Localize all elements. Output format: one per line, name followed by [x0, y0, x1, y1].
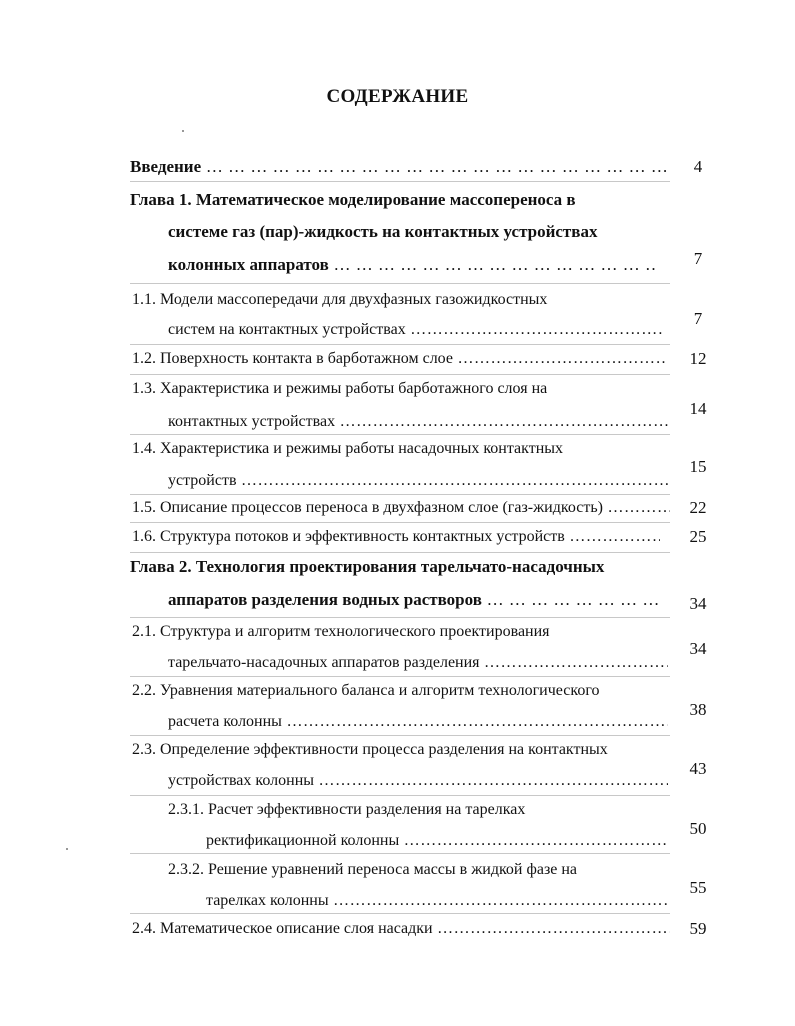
toc-entry-text: контактных устройствах ……………………………………………………………………………………………………………………………………………………………………………	[168, 410, 668, 434]
toc-page-number: 55	[689, 878, 707, 897]
toc-entry-text: Глава 1. Математическое моделирование массопереноса в	[130, 190, 576, 209]
row-separator	[130, 283, 670, 284]
row-separator	[130, 494, 670, 495]
row-separator	[130, 795, 670, 796]
toc-entry-text: устройств ……………………………………………………………………………………………………………………………………………………………………………	[168, 469, 668, 493]
toc-page-number: 34	[689, 639, 707, 658]
row-separator	[130, 913, 670, 914]
toc-entry-text: 1.2. Поверхность контакта в барботажном слое ……………………………………………………………………………………………………………………………………………………………………………	[132, 347, 666, 371]
page-title: СОДЕРЖАНИЕ	[326, 86, 469, 107]
toc-page-number: 25	[689, 527, 707, 546]
row-separator	[130, 853, 670, 854]
toc-entry-text: 2.4. Математическое описание слоя насадки ……………………………………………………………………………………………………………………………………………………………………………	[132, 917, 670, 941]
toc-entry-text: 1.5. Описание процессов переноса в двухфазном слое (газ-жидкость) ……………………………………………………………………………………………………………………………………………………………………………	[132, 496, 670, 520]
toc-entry-text: 1.4. Характеристика и режимы работы насадочных контактных	[132, 440, 564, 457]
row-separator	[130, 735, 670, 736]
toc-entry-text: аппаратов разделения водных растворов … … … … … … … … … … … … … … … … … … … … … … … … … … … … … … … … … … … … … … … … … … … … … … …	[168, 588, 660, 612]
toc-entry-text: 1.6. Структура потоков и эффективность контактных устройств ……………………………………………………………………………………………………………………………………………………………………………	[132, 525, 660, 549]
toc-page-number: 34	[689, 594, 707, 613]
toc-page-number: 59	[689, 919, 707, 938]
toc-entry-text: Введение … … … … … … … … … … … … … … … … … … … … … … … … … … … … … … … … … … … … … … … … … … … … … … …	[130, 155, 668, 179]
toc-entry-text: 1.3. Характеристика и режимы работы барботажного слоя на	[132, 380, 548, 397]
row-separator	[130, 434, 670, 435]
row-separator	[130, 374, 670, 375]
toc-entry-text: систем на контактных устройствах ……………………………………………………………………………………………………………………………………………………………………………	[168, 318, 664, 342]
toc-entry-text: 2.3.2. Решение уравнений переноса массы в жидкой фазе на	[168, 861, 578, 878]
toc-entry-text: Глава 2. Технология проектирования тарельчато-насадочных	[130, 557, 605, 576]
toc-entry-text: тарельчато-насадочных аппаратов разделения ……………………………………………………………………………………………………………………………………………………………………………	[168, 651, 668, 675]
toc-entry-text: колонных аппаратов … … … … … … … … … … … … … … … … … … … … … … … … … … … … … … … … … … … … … … … … … … … … … … …	[168, 253, 658, 277]
toc-entry-text: 2.3.1. Расчет эффективности разделения на тарелках	[168, 801, 526, 818]
toc-page-number: 14	[689, 399, 707, 418]
toc-entry-text: 2.2. Уравнения материального баланса и алгоритм технологического	[132, 682, 600, 699]
toc-page-number: 43	[689, 759, 707, 778]
toc-entry-text: системе газ (пар)-жидкость на контактных устройствах	[168, 222, 598, 241]
toc-entry-text: 2.3. Определение эффективности процесса разделения на контактных	[132, 741, 608, 758]
row-separator	[130, 522, 670, 523]
toc-page-number: 50	[689, 819, 707, 838]
toc-page-number: 15	[689, 457, 707, 476]
row-separator	[130, 676, 670, 677]
toc-page-number: 12	[689, 349, 707, 368]
toc-page-number: 38	[689, 700, 707, 719]
row-separator	[130, 344, 670, 345]
row-separator	[130, 181, 670, 182]
toc-entry-text: 2.1. Структура и алгоритм технологического проектирования	[132, 623, 550, 640]
scan-speck	[66, 848, 68, 850]
toc-entry-text: расчета колонны ……………………………………………………………………………………………………………………………………………………………………………	[168, 710, 668, 734]
toc-page-number: 7	[693, 309, 703, 328]
row-separator	[130, 552, 670, 553]
toc-page-number: 4	[693, 157, 703, 176]
row-separator	[130, 617, 670, 618]
toc-entry-text: ректификационной колонны ……………………………………………………………………………………………………………………………………………………………………………	[206, 829, 668, 853]
toc-page-number: 22	[689, 498, 707, 517]
toc-entry-text: тарелках колонны ……………………………………………………………………………………………………………………………………………………………………………	[206, 889, 670, 913]
toc-entry-text: 1.1. Модели массопередачи для двухфазных газожидкостных	[132, 291, 548, 308]
scan-speck	[182, 130, 184, 132]
toc-page-number: 7	[693, 249, 703, 268]
toc-entry-text: устройствах колонны ……………………………………………………………………………………………………………………………………………………………………………	[168, 769, 668, 793]
